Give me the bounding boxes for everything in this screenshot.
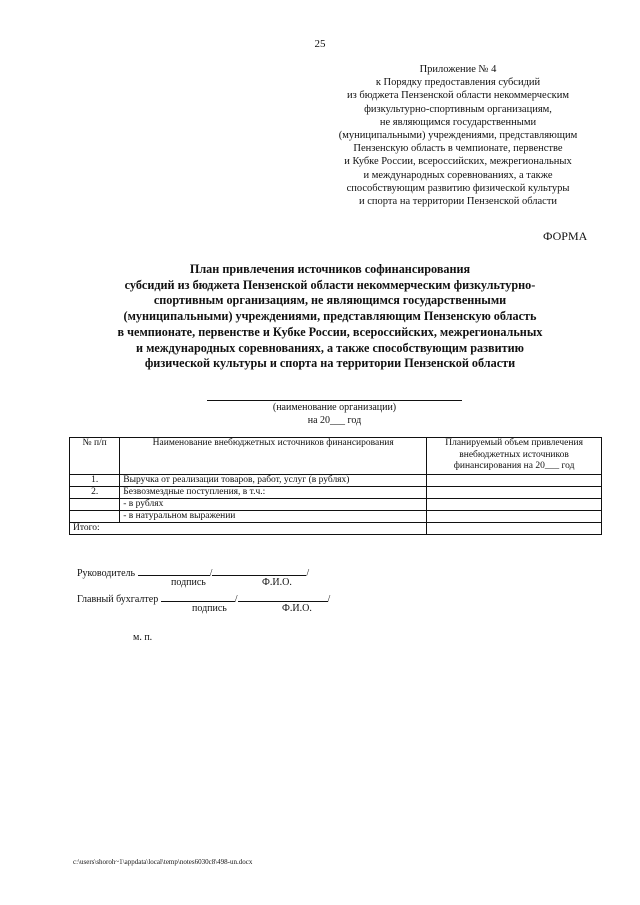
financing-plan-table xyxy=(69,437,602,535)
appendix-line: и Кубке России, всероссийских, межрегиональных xyxy=(344,156,572,168)
row-source-name: Безвозмездные поступления, в т.ч.: xyxy=(120,487,427,499)
row-number: 1. xyxy=(70,475,120,487)
document-title xyxy=(60,262,600,372)
appendix-line: Приложение № 4 xyxy=(419,64,497,75)
accountant-name-caption: Ф.И.О. xyxy=(282,603,312,614)
appendix-line: и спорта на территории Пензенской области xyxy=(358,196,558,208)
table-row xyxy=(70,475,602,487)
organization-name-line[interactable] xyxy=(207,400,462,401)
accountant-name-field[interactable] xyxy=(238,592,328,602)
slash: / xyxy=(327,594,331,605)
accountant-signature-caption: подпись xyxy=(192,603,227,614)
title-line: и международных соревнованиях, а также способствующим развитию xyxy=(136,340,524,355)
slash: / xyxy=(209,568,213,579)
total-amount-cell[interactable] xyxy=(427,523,602,535)
header-number: № п/п xyxy=(70,438,120,475)
appendix-line: из бюджета Пензенской области некоммерческим xyxy=(347,90,569,102)
row-amount-cell[interactable] xyxy=(427,487,602,499)
row-source-name: - в натуральном выражении xyxy=(120,511,427,523)
appendix-line: и международных соревнованиях, а также xyxy=(363,169,553,181)
table-row xyxy=(70,487,602,499)
row-amount-cell[interactable] xyxy=(427,475,602,487)
slash: / xyxy=(234,594,238,605)
row-number xyxy=(70,499,120,511)
title-line: субсидий из бюджета Пензенской области некоммерческим физкультурно- xyxy=(124,277,536,292)
director-signature-caption: подпись xyxy=(171,577,206,588)
year-label: на 20___ год xyxy=(307,415,362,426)
appendix-line: физкультурно-спортивным организациям, xyxy=(364,103,552,115)
stamp-place: м. п. xyxy=(133,632,153,643)
director-signature-field[interactable] xyxy=(138,566,210,576)
director-name-caption: Ф.И.О. xyxy=(262,577,292,588)
accountant-signature-field[interactable] xyxy=(161,592,235,602)
appendix-line: способствующим развитию физической культуры xyxy=(346,182,570,194)
appendix-line: не являющимся государственными xyxy=(379,116,537,128)
appendix-line: к Порядку предоставления субсидий xyxy=(375,77,541,89)
table-row xyxy=(70,499,602,511)
table-header-row xyxy=(70,438,602,475)
title-line: спортивным организациям, не являющимся государственными xyxy=(153,293,507,308)
row-number: 2. xyxy=(70,487,120,499)
row-source-name: Выручка от реализации товаров, работ, услуг (в рублях) xyxy=(120,475,427,487)
slash: / xyxy=(306,568,310,579)
title-line: в чемпионате, первенстве и Кубке России, всероссийских, межрегиональных xyxy=(117,324,543,339)
table-total-row xyxy=(70,523,602,535)
appendix-line: Пензенскую область в чемпионате, первенстве xyxy=(353,143,563,155)
title-line: физической культуры и спорта на территории Пензенской области xyxy=(144,356,516,371)
title-line: (муниципальными) учреждениями, представляющим Пензенскую область xyxy=(123,309,537,324)
row-number xyxy=(70,511,120,523)
director-label: Руководитель xyxy=(77,568,136,579)
director-name-field[interactable] xyxy=(212,566,306,576)
appendix-line: (муниципальными) учреждениями, представляющим xyxy=(338,130,578,142)
form-label: ФОРМА xyxy=(543,229,588,243)
row-amount-cell[interactable] xyxy=(427,511,602,523)
total-label: Итого: xyxy=(70,523,427,535)
appendix-header xyxy=(318,63,598,208)
organization-caption: (наименование организации) xyxy=(272,402,397,413)
table-row xyxy=(70,511,602,523)
header-planned-amount: Планируемый объем привлечения внебюджетных источников финансирования на 20___ год xyxy=(427,438,602,475)
title-line: План привлечения источников софинансирования xyxy=(189,262,471,276)
file-path-footer: c:\users\shoroh~1\appdata\local\temp\notes6030c8\498-un.docx xyxy=(73,858,253,866)
row-amount-cell[interactable] xyxy=(427,499,602,511)
accountant-label: Главный бухгалтер xyxy=(77,594,159,605)
header-source-name: Наименование внебюджетных источников финансирования xyxy=(120,438,427,475)
row-source-name: - в рублях xyxy=(120,499,427,511)
page-number: 25 xyxy=(314,38,326,50)
